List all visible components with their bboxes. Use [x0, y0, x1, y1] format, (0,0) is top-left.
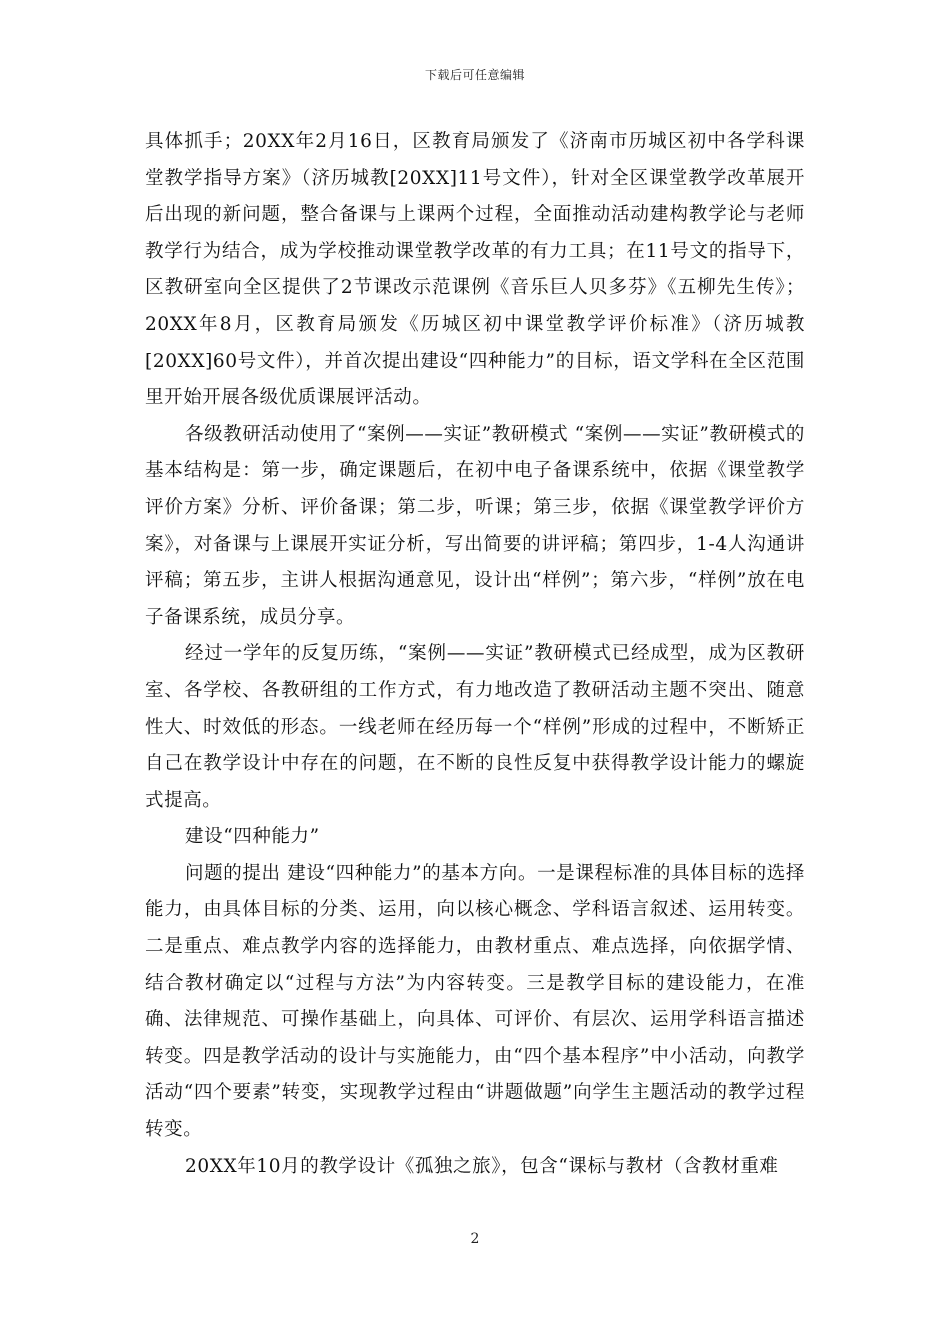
- section-heading: 建设“四种能力”: [185, 826, 320, 848]
- paragraph-4: 问题的提出 建设“四种能力”的基本方向。一是课程标准的具体目标的选择能力，由具体目标的分类、运用，向以核心概念、学科语言叙述、运用转变。二是重点、难点教学内容的选择能力，由教材重点、难点选择，向依据学情、结合教材确定以“过程与方法”为内容转变。三是教学目标的建设能力，在准确、法律规范、可操作基础上，向具体、可评价、有层次、运用学科语言描述转变。四是教学活动的设计与实施能力，由“四个基本程序”中小活动，向教学活动“四个要素”转变，实现教学过程由“讲题做题”向学生主题活动的教学过程转变。: [145, 862, 805, 1141]
- document-body: [145, 124, 805, 1185]
- paragraph-3: 经过一学年的反复历练，“案例——实证”教研模式已经成型，成为区教研室、各学校、各教研组的工作方式，有力地改造了教研活动主题不突出、随意性大、时效低的形态。一线老师在经历每一个“样例”形成的过程中，不断矫正自己在教学设计中存在的问题，在不断的良性反复中获得教学设计能力的螺旋式提高。: [145, 643, 805, 811]
- paragraph-2: 各级教研活动使用了“案例——实证”教研模式 “案例——实证”教研模式的基本结构是：第一步，确定课题后，在初中电子备课系统中，依据《课堂教学评价方案》分析、评价备课；第二步，听课；第三步，依据《课堂教学评价方案》，对备课与上课展开实证分析，写出简要的讲评稿；第四步，1-4人沟通讲评稿；第五步，主讲人根据沟通意见，设计出“样例”；第六步，“样例”放在电子备课系统，成员分享。: [145, 423, 805, 628]
- paragraph-5: 20XX年10月的教学设计《孤独之旅》，包含“课标与教材（含教材重难: [185, 1155, 779, 1177]
- paragraph-1: 具体抓手；20XX年2月16日，区教育局颁发了《济南市历城区初中各学科课堂教学指导方案》（济历城教[20XX]11号文件），针对全区课堂教学改革展开后出现的新问题，整合备课与上课两个过程，全面推动活动建构教学论与老师教学行为结合，成为学校推动课堂教学改革的有力工具；在11号文的指导下，区教研室向全区提供了2节课改示范课例《音乐巨人贝多芬》《五柳先生传》；20XX年8月，区教育局颁发《历城区初中课堂教学评价标准》（济历城教[20XX]60号文件），并首次提出建设“四种能力”的目标，语文学科在全区范围里开始开展各级优质课展评活动。: [145, 131, 805, 409]
- page-header: 下载后可任意编辑: [424, 68, 525, 82]
- page-number: 2: [470, 1231, 480, 1247]
